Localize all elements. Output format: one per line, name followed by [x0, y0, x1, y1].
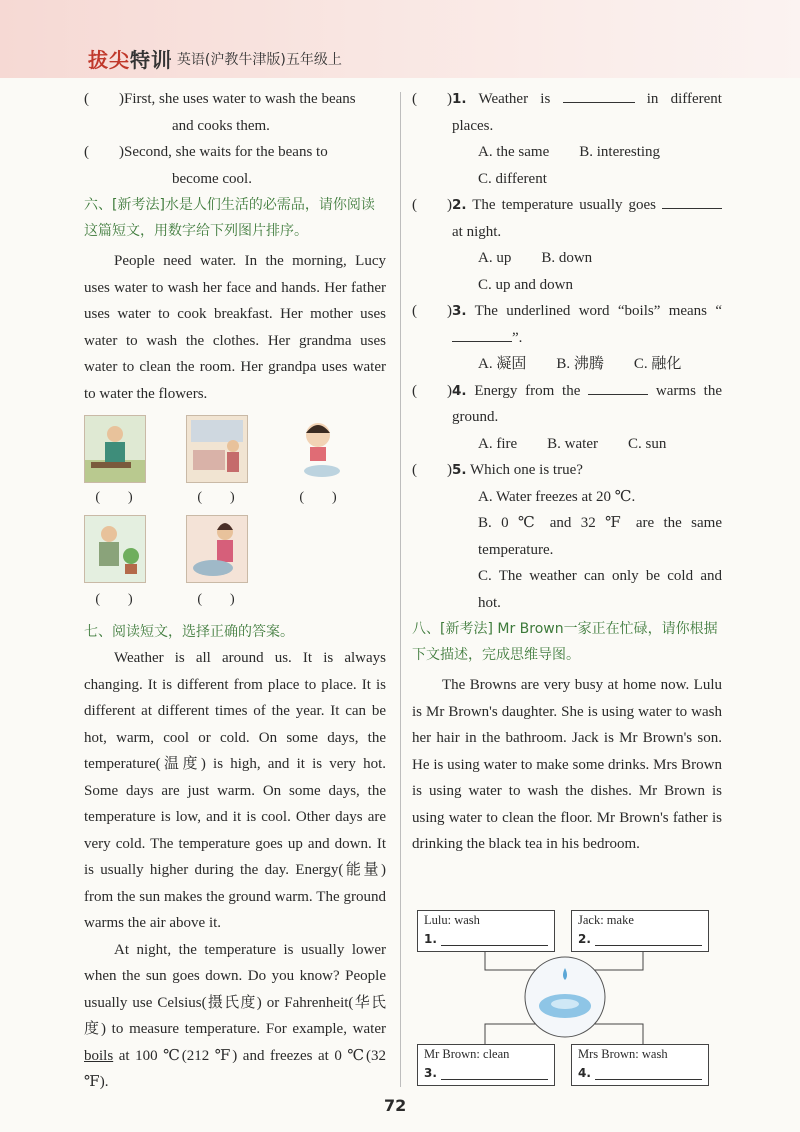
answer-paren[interactable]: ( ) — [412, 91, 452, 107]
item-text: and cooks them. — [172, 117, 270, 134]
section-7-paragraph-1: Weather is all around us. It is always changing. It is different from place to place. It is different at different times of the year. It can be hot, warm, cool or cold. On some days, the temperature(温度) is high, and it is very hot. Some days are just warm. On some days, the temperature is low, and it is cool. Other days are very cold. The temperature goes up and down. It is usually higher during the day. Energy(能量) from the sun makes the ground warm. The ground warms the air above it. — [84, 650, 386, 931]
column-divider — [400, 92, 401, 1087]
mind-map-box-mr-brown: Mr Brown: clean 3. — [417, 1044, 555, 1086]
grandma-cleaning-picture — [186, 415, 248, 483]
mother-washing-clothes-picture — [186, 515, 248, 583]
right-column — [412, 86, 722, 858]
option: C. up and down — [478, 276, 573, 293]
fill-blank[interactable] — [441, 1067, 548, 1080]
item-text: Second, she waits for the beans to — [124, 144, 328, 160]
mind-map-box-jack: Jack: make 2. — [571, 910, 709, 952]
option: B. 0 ℃ and 32 ℉ are the same temperature. — [478, 515, 722, 558]
option: B. water — [547, 435, 598, 452]
option: A. Water freezes at 20 ℃. — [478, 488, 636, 505]
picture-answer[interactable]: ( ) — [197, 490, 235, 505]
option: B. 沸腾 — [556, 356, 604, 372]
picture-answer[interactable]: ( ) — [299, 490, 337, 505]
mind-map-box-mrs-brown: Mrs Brown: wash 4. — [571, 1044, 709, 1086]
sequence-item — [84, 139, 386, 192]
picture-answer[interactable]: ( ) — [95, 592, 133, 607]
answer-paren[interactable]: ( ) — [412, 382, 452, 399]
option: B. down — [541, 250, 593, 266]
question-2: ( ) 2. The temperature usually goes at night. A. up B. down C. up and down — [412, 192, 722, 298]
fill-blank[interactable] — [563, 88, 635, 103]
section-7-title: 七、阅读短文，选择正确的答案。 — [84, 624, 294, 640]
option: C. The weather can only be cold and hot. — [478, 568, 722, 611]
page-header — [0, 0, 800, 78]
question-5: ( ) 5. Which one is true? A. Water freezes at 20 ℃. B. 0 ℃ and 32 ℉ are the same temperature. C. The weather can only be cold and hot. — [412, 457, 722, 616]
underlined-word: boils — [84, 1047, 114, 1064]
option: C. different — [478, 170, 547, 187]
picture-answer[interactable]: ( ) — [197, 592, 235, 607]
answer-paren[interactable]: ( ) — [412, 197, 452, 213]
fill-blank[interactable] — [452, 327, 512, 342]
section-8-title: 八、[新考法] Mr Brown一家正在忙碌，请你根据下文描述，完成思维导图。 — [412, 621, 718, 663]
answer-paren[interactable]: ( ) — [412, 303, 452, 319]
answer-paren[interactable]: ( ) — [84, 144, 124, 160]
option: B. interesting — [579, 144, 661, 160]
option: A. 凝固 — [478, 356, 527, 372]
option: A. the same — [478, 144, 550, 160]
book-subtitle: · 英语(沪教牛津版)五年级上 — [168, 52, 342, 68]
father-cooking-picture — [84, 415, 146, 483]
option: A. fire — [478, 435, 518, 452]
fill-blank[interactable] — [588, 380, 648, 395]
section-6-passage: People need water. In the morning, Lucy uses water to wash her face and hands. Her father uses water to cook breakfast. Her mother uses water to wash the clothes. Her grandma uses water to clean the room. Her grandpa uses water to water the flowers. — [84, 253, 386, 402]
section-8-passage: The Browns are very busy at home now. Lulu is Mr Brown's daughter. She is using water to wash her hair in the bathroom. Jack is Mr Brown's son. He is using water to make some drinks. Mrs Brown is using water to wash the dishes. Mr Brown is using water to clean the floor. Mr Brown's father is drinking the black tea in his bedroom. — [412, 677, 722, 852]
section-6-title: 六、[新考法]水是人们生活的必需品，请你阅读这篇短文，用数字给下列图片排序。 — [84, 197, 375, 239]
option: A. up — [478, 250, 512, 266]
answer-paren[interactable]: ( ) — [84, 91, 124, 107]
answer-paren[interactable]: ( ) — [412, 462, 452, 478]
fill-blank[interactable] — [595, 1067, 702, 1080]
picture-answer[interactable]: ( ) — [95, 490, 133, 505]
item-text: First, she uses water to wash the beans — [124, 91, 356, 107]
fill-blank[interactable] — [441, 933, 548, 946]
brand-logo: 拔尖特训 — [88, 48, 172, 72]
sequence-item — [84, 86, 386, 139]
picture-grid — [84, 407, 386, 619]
grandpa-watering-picture — [84, 515, 146, 583]
fill-blank[interactable] — [662, 194, 722, 209]
option: C. sun — [627, 435, 667, 452]
page-number: 72 — [384, 1096, 407, 1115]
mind-map — [413, 908, 718, 1086]
question-4: ( ) 4. Energy from the warms the ground. A. fire B. water C. sun — [412, 378, 722, 458]
question-3: ( ) 3. The underlined word “boils” means “”. A. 凝固 B. 沸腾 C. 融化 — [412, 298, 722, 378]
item-text: become cool. — [172, 170, 252, 187]
option: C. 融化 — [633, 356, 682, 372]
mind-map-box-lulu: Lulu: wash 1. — [417, 910, 555, 952]
question-1: ( ) 1. Weather is in different places. A. the same B. interesting C. different — [412, 86, 722, 192]
girl-washing-face-picture — [288, 415, 348, 481]
section-7-paragraph-2: At night, the temperature is usually lower when the sun goes down. Do you know? People usually use Celsius(摄氏度) or Fahrenheit(华氏度) to measure temperature. For example, water boils at 100 ℃(212 ℉) and freezes at 0 ℃(32 ℉). — [84, 941, 386, 1090]
fill-blank[interactable] — [595, 933, 702, 946]
left-column — [84, 86, 386, 1096]
